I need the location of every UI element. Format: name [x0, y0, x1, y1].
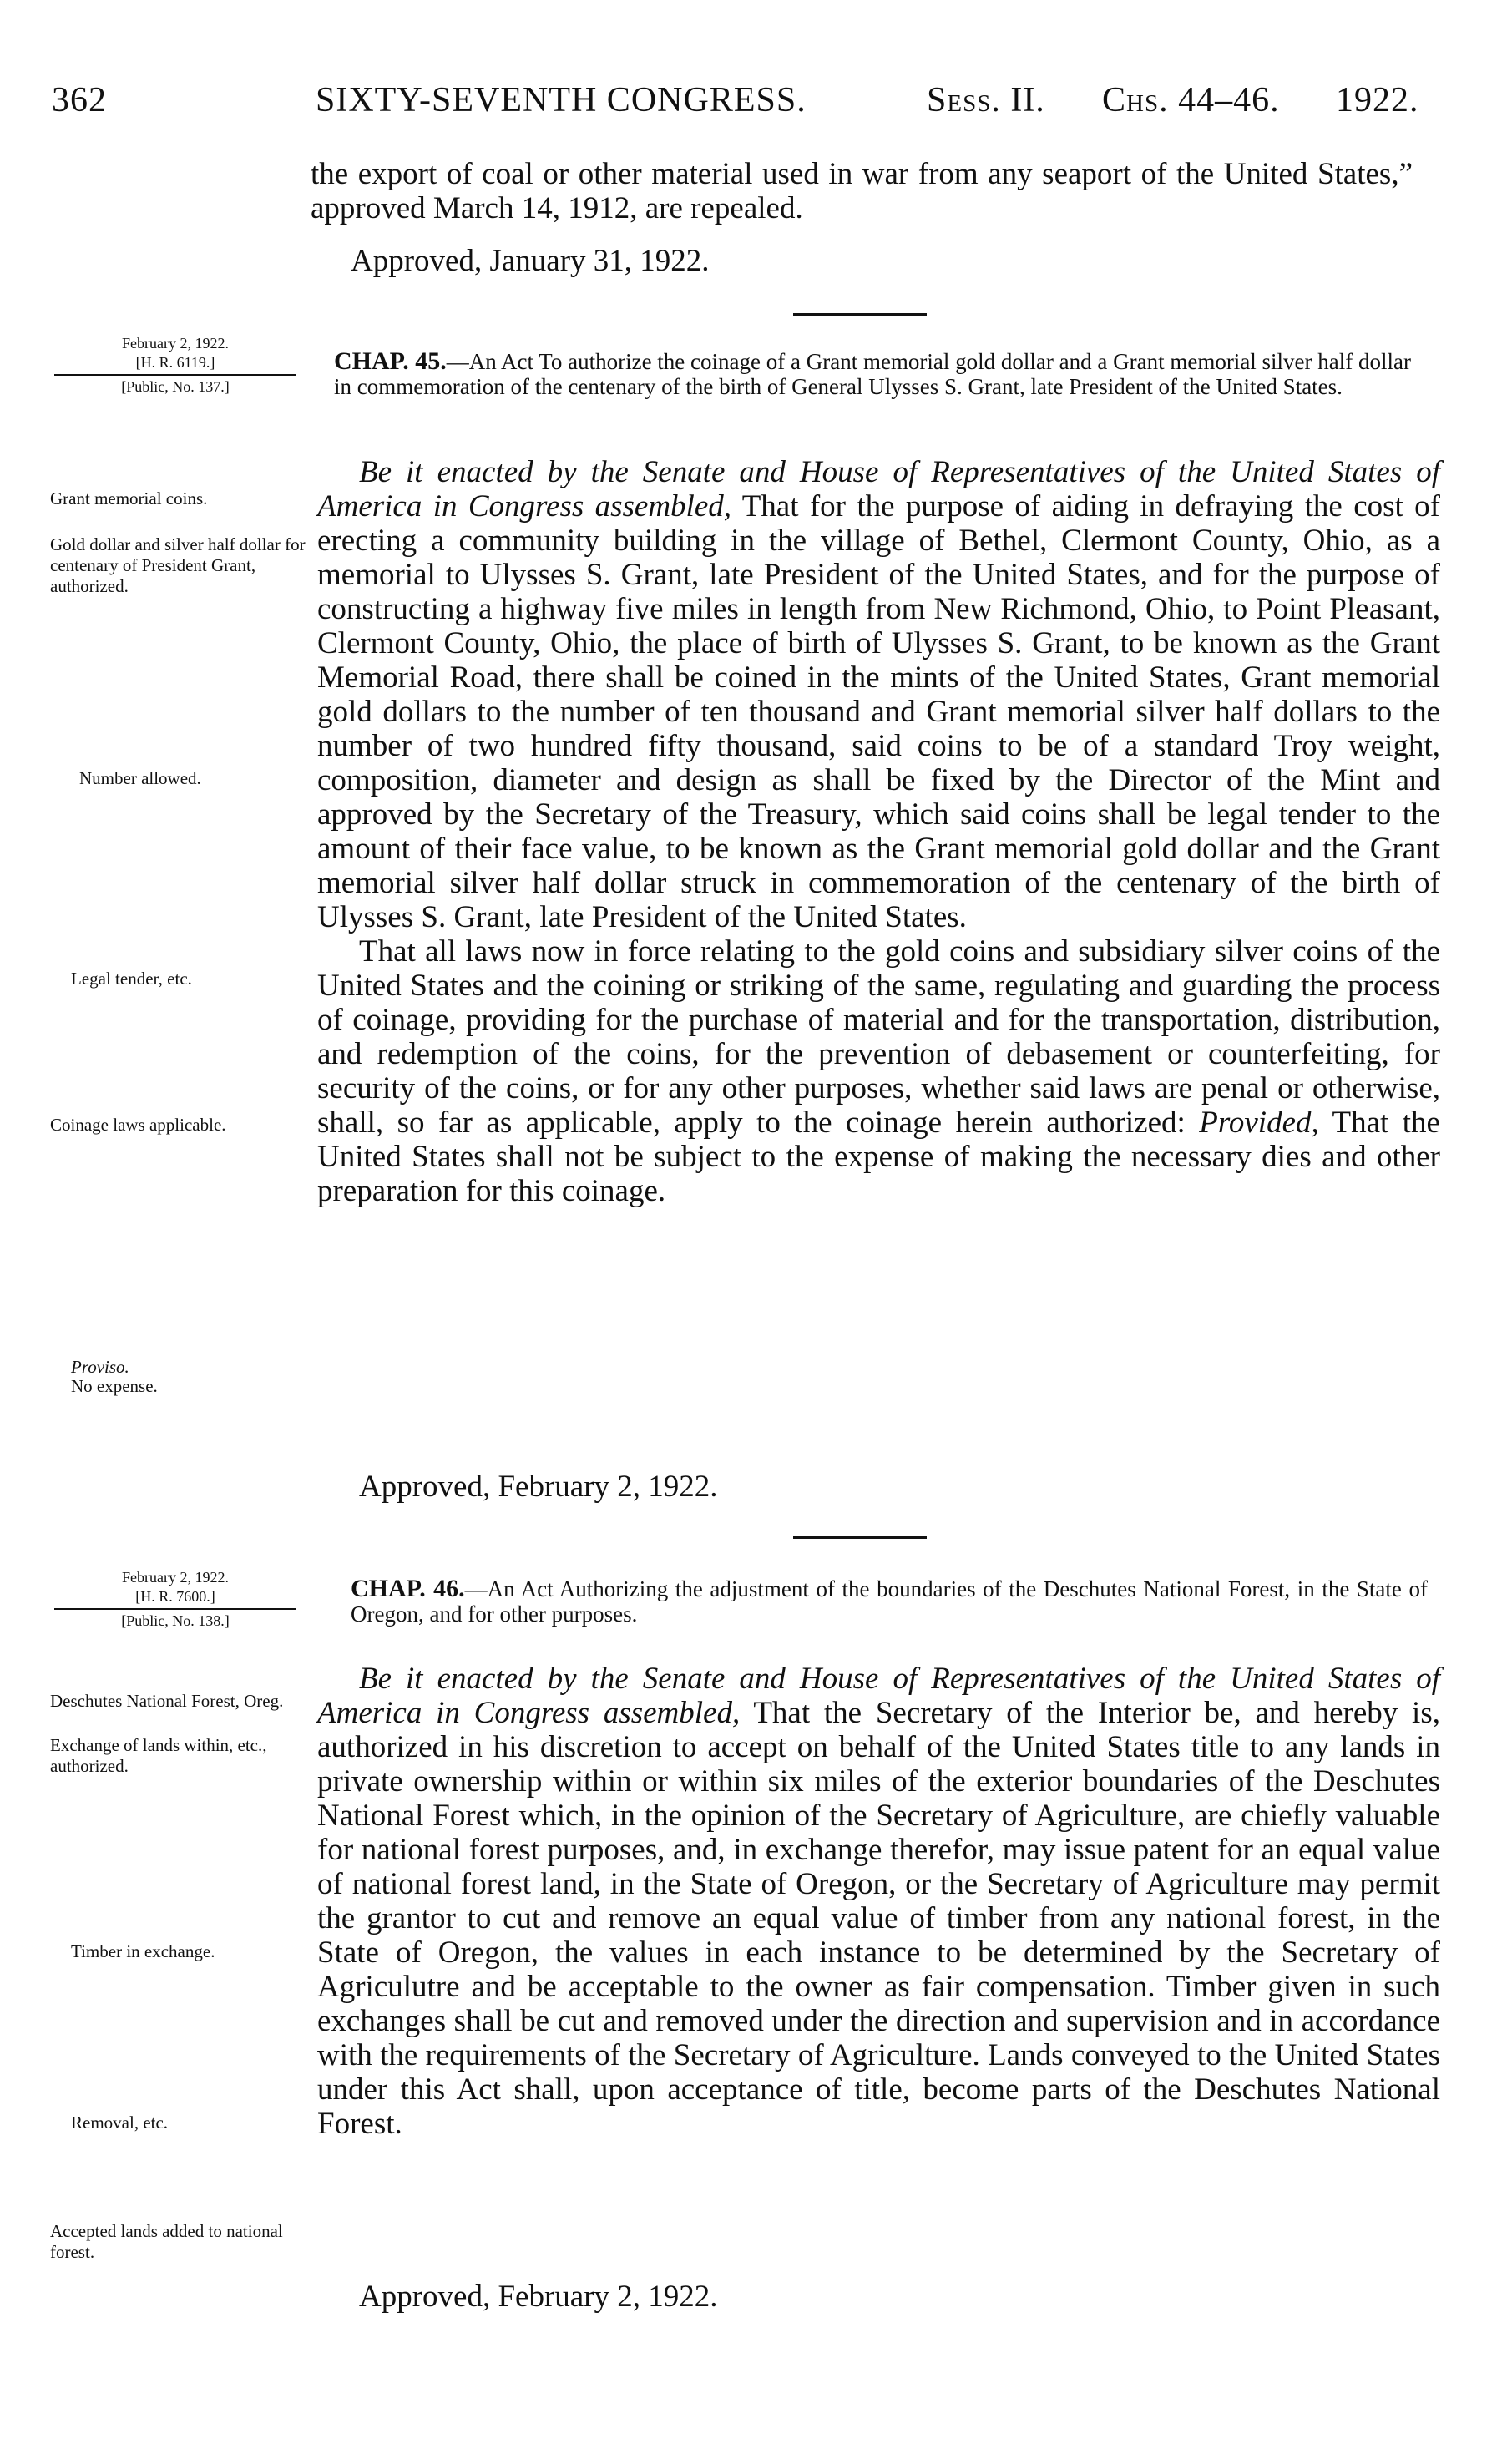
- chap45-proviso: Provided,: [1199, 1106, 1319, 1140]
- chap45-margin-public: [Public, No. 137.]: [121, 378, 230, 395]
- chap45-margin-rule: [54, 374, 296, 376]
- chap46-title: [351, 1576, 1428, 1627]
- chap46-margin-block: [54, 1568, 296, 1631]
- chap45-para-1: Be it enacted by the Senate and House of Representatives of the United States of America in Congress assembled, That for the purpose of aiding in defraying the cost of erecting a community building in the village of Bethel, Clermont County, Ohio, as a memorial to Ulysses S. Grant, late President of the United States, and for the purpose of constructing a highway five miles in length from New Richmond, Ohio, to Point Pleasant, Clermont County, Ohio, the place of birth of Ulysses S. Grant, to be known as the Grant Memorial Road, there shall be coined in the mints of the United States, Grant memorial gold dollars to the number of ten thousand and Grant memorial silver half dollars to the number of two hundred fifty thousand, said coins to be of a standard Troy weight, composition, diameter and design as shall be fixed by the Director of the Mint and approved by the Secretary of the Treasury, which said coins shall be legal tender to the amount of their face value, to be known as the Grant memorial gold dollar and the Grant memorial silver half dollar struck in commemoration of the centenary of the birth of Ulysses S. Grant, late President of the United States.: [317, 455, 1440, 934]
- chap46-body: [317, 1662, 1440, 2141]
- running-head-chapters: Chs. 44–46.: [1102, 81, 1280, 119]
- note-gold-dollar: Gold dollar and silver half dollar for centenary of President Grant, authorized.: [50, 534, 306, 596]
- chap46-margin-rule: [54, 1608, 296, 1610]
- chap45-title-text: —An Act To authorize the coinage of a Grant memorial gold dollar and a Grant memorial silver half dollar in commemoration of the centenary of the birth of General Ulysses S. Grant, late President of the United States.: [334, 349, 1411, 399]
- chap45-enacting-clause: Be it enacted by the Senate and House of Representatives of the United States of America in Congress assembled,: [317, 455, 1440, 524]
- continuation-approved: Approved, January 31, 1922.: [351, 244, 710, 278]
- note-legal-tender: Legal tender, etc.: [71, 969, 192, 989]
- chap45-margin-block: [54, 334, 296, 397]
- running-head-congress: SIXTY-SEVENTH CONGRESS.: [316, 81, 807, 119]
- note-number-allowed: Number allowed.: [79, 768, 201, 788]
- note-no-expense: No expense.: [71, 1376, 158, 1396]
- chap46-title-text: —An Act Authorizing the adjustment of the boundaries of the Deschutes National Forest, in the State of Oregon, and for other purposes.: [351, 1576, 1428, 1627]
- chap46-label: CHAP. 46.: [351, 1575, 465, 1602]
- note-accepted: Accepted lands added to national forest.: [50, 2221, 283, 2262]
- continuation-text: the export of coal or other material used in war from any seaport of the United States,” approved March 14, 1912, are repealed.: [311, 157, 1413, 225]
- chap45-para-2: That all laws now in force relating to the gold coins and subsidiary silver coins of the United States and the coining or striking of the same, regulating and guarding the process of coinage, providing for the purchase of material and for the transportation, distribution, and redemption of the coins, for the prevention of debasement or counterfeiting, for security of the coins, or for any other purposes, whether said laws are penal or otherwise, shall, so far as applicable, apply to the coinage herein authorized: Provided, That the United States shall not be subject to the expense of making the necessary dies and other preparation for this coinage.: [317, 934, 1440, 1208]
- running-head-session: Sess. II.: [927, 81, 1045, 119]
- chap45-margin-bill: [H. R. 6119.]: [135, 354, 215, 371]
- chap45-margin-date: February 2, 1922.: [122, 335, 229, 352]
- chap46-margin-bill: [H. R. 7600.]: [135, 1588, 215, 1605]
- divider-1: [793, 313, 927, 316]
- note-exchange: Exchange of lands within, etc., authorized.: [50, 1735, 267, 1776]
- chap46-para-1: Be it enacted by the Senate and House of Representatives of the United States of America in Congress assembled, That the Secretary of the Interior be, and hereby is, authorized in his discretion to accept on behalf of the United States title to any lands in private ownership within or within six miles of the exterior boundaries of the Deschutes National Forest which, in the opinion of the Secretary of Agriculture, are chiefly valuable for national forest purposes, and, in exchange therefor, may issue patent for an equal value of national forest land, in the State of Oregon, or the Secretary of Agriculture may permit the grantor to cut and remove an equal value of timber from any national forest, in the State of Oregon, the values in each instance to be determined by the Secretary of Agriculutre and be acceptable to the owner as fair compensation. Timber given in such exchanges shall be cut and removed under the direction and supervision and in accordance with the requirements of the Secretary of Agriculture. Lands conveyed to the United States under this Act shall, upon acceptance of title, become parts of the Deschutes National Forest.: [317, 1662, 1440, 2141]
- page-number: 362: [52, 81, 107, 119]
- chap46-margin-date: February 2, 1922.: [122, 1569, 229, 1586]
- chap46-enacting-clause: Be it enacted by the Senate and House of Representatives of the United States of America in Congress assembled,: [317, 1662, 1440, 1730]
- note-proviso: Proviso.: [71, 1357, 129, 1377]
- note-removal: Removal, etc.: [71, 2112, 169, 2133]
- note-timber: Timber in exchange.: [71, 1941, 215, 1961]
- chap46-approved: Approved, February 2, 1922.: [359, 2279, 718, 2314]
- note-grant-coins: Grant memorial coins.: [50, 488, 208, 508]
- chap45-body: [317, 455, 1440, 1208]
- chap45-label: CHAP. 45.: [334, 347, 447, 375]
- note-deschutes: Deschutes National Forest, Oreg.: [50, 1691, 284, 1711]
- divider-2: [793, 1536, 927, 1539]
- running-head-year: 1922.: [1336, 81, 1419, 119]
- chap46-margin-public: [Public, No. 138.]: [121, 1612, 230, 1629]
- chap45-approved: Approved, February 2, 1922.: [359, 1470, 718, 1504]
- note-coinage-laws: Coinage laws applicable.: [50, 1115, 226, 1135]
- chap45-title: [334, 349, 1411, 399]
